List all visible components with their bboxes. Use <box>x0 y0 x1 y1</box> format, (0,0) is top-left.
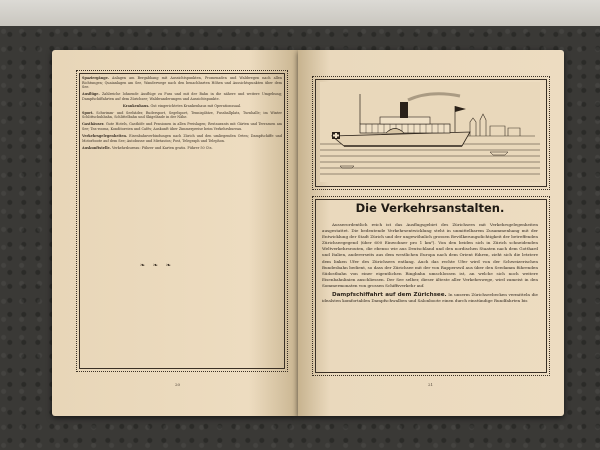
right-page-number: 21 <box>428 382 434 387</box>
section-title: Spaziergänge. <box>82 76 109 80</box>
sub-heading: Dampfschiffahrt auf dem Zürichsee. <box>332 292 447 299</box>
left-page-number: 20 <box>175 382 181 387</box>
paragraph-2 <box>322 292 538 304</box>
section-auskunft <box>82 146 282 151</box>
section-text: Anlagen am Bergabhang mit Aussichtspunkten, Promenaden und Waldwegen nach allen Richtungen; Quaianlagen am See, Wanderwege nach den benachbarten Höhen und Aussichtspunkten über dem See. <box>82 76 282 90</box>
ornament-divider: ❧ ❧ ❧ <box>140 262 174 269</box>
article-body <box>322 222 538 304</box>
section-text: Zahlreiche lohnende Ausflüge zu Fuss und mit der Bahn in die nähere und weitere Umgebung; Dampfschiffahrten auf dem Zürichsee; Waldwanderungen und Aussichtspunkte. <box>82 92 283 101</box>
section-title: Verkehrsgelegenheiten. <box>82 133 128 138</box>
page-heading: Die Verkehrsanstalten. <box>355 201 505 215</box>
section-text: Gut eingerichtetes Krankenhaus mit Operationssaal. <box>150 103 242 108</box>
section-title: Ausflüge. <box>82 92 100 97</box>
table-top-strip <box>0 0 600 26</box>
section-verkehr <box>82 134 282 143</box>
right-page <box>298 50 564 416</box>
open-booklet <box>52 50 564 416</box>
section-text: Verkehrsbureau: Führer und Karten gratis. Führer 50 Cts. <box>111 145 213 150</box>
section-ausfluege <box>82 92 282 101</box>
paragraph-1: Ausserordentlich reich ist das Ausflugsgebiet des Zürichsees mit Verkehrsgelegenheiten ausgestattet. Die bedeutende Verkehrsentwicklung steht in unmittelbarem Zusammenhang mit der Entwicklung der Stadt Zürich und der ungewöhnlich grossen Bevölkerungsdichtigkeit der betreffenden Zürichseegegend (über 600 Einwohner pro 1 km²). Von den beiden sich in Zürich schneidenden Weltverkehrsrouten, die ebenso wie aus Deutschland und den nordischen Staaten nach dem Gotthard und Italien, andererseits aus dem westlichen Europa nach dem Orient führen, zieht sich die letztere dem linken Ufer des Zürichsees entlang. Auch das rechte Ufer wird von der Schweizerischen Bundesbahn bedient, so dass der Zürichsee mit der von Rapperswil aus über den Seedamm führenden Südostbahn von einer eigentlichen Ringbahn umschlossen ist, an welche sich noch weitere Eisenbahnlinien anschliessen. Der See selber, dieser älteste aller Verkehrswege, wird zumeist in den Sommermonaten von grossen Schiffsverkehr auf. <box>322 222 538 288</box>
left-page-text <box>82 76 282 153</box>
section-krankenhaus <box>82 104 282 109</box>
section-text: Eisenbahnverbindungen nach Zürich und den umliegenden Orten; Dampfschiffe und Motorboote auf dem See; Autobusse und Mietautos; Post, Telegraph und Telephon. <box>82 133 283 143</box>
steamboat-illustration <box>320 82 540 182</box>
left-page <box>52 50 298 416</box>
section-title: Sport. <box>82 110 94 115</box>
section-sport <box>82 111 282 120</box>
section-title: Auskunftstelle. <box>82 145 111 150</box>
paragraph-2-text: In unserm Zürichseebecken vermitteln die idealsten komfortablen Dampfschwalben und Salonboote einen durch einstündige Rundfahrten bis <box>322 292 538 304</box>
section-text: Schwimm- und Seebäder, Rudersport, Segelsport, Tennisplätze, Fussballplatz, Turnhalle; im Winter Schlittschuhbahn, Schlittelbahn und Skigelände in der Nähe. <box>82 110 283 120</box>
section-title: Gasthäuser. <box>82 122 105 127</box>
section-title: Krankenhaus. <box>122 103 150 108</box>
steamboat-drawing <box>320 82 540 182</box>
section-gasthaeuser <box>82 122 282 131</box>
section-spaziergaenge <box>82 76 282 90</box>
section-text: Gute Hotels, Gasthöfe und Pensionen in allen Preislagen; Restaurants mit Gärten und Terrassen am See; Tea-rooms, Konditoreien und Cafés; Auskunft über Zimmerpreise beim Verkehrsbureau. <box>82 122 282 131</box>
